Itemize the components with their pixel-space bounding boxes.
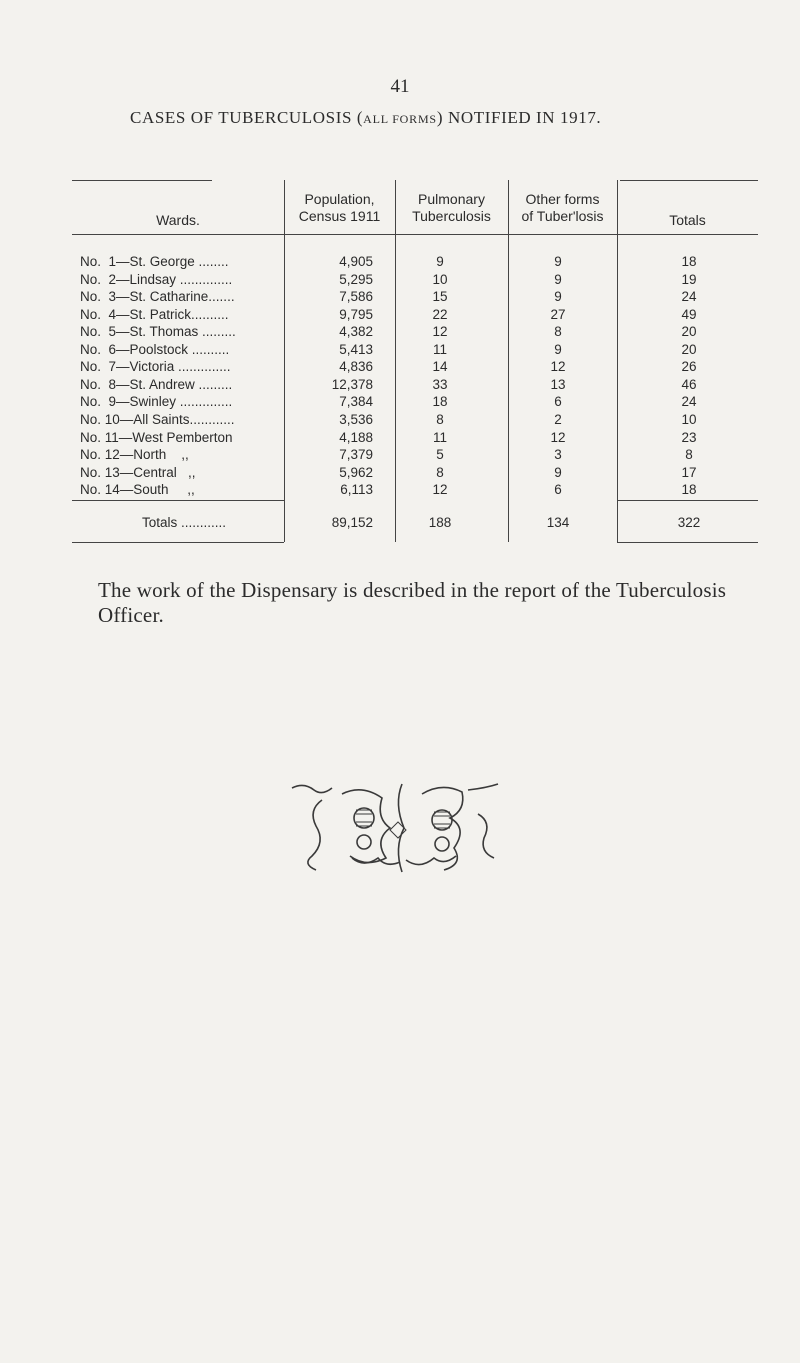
population-cell: 9,795 bbox=[339, 306, 373, 322]
header-other-line1: Other forms bbox=[525, 191, 600, 207]
header-wards: Wards. bbox=[156, 212, 200, 228]
table-bottom-rule-right bbox=[617, 542, 758, 543]
pulmonary-cell: 15 bbox=[432, 289, 448, 305]
pulmonary-cell: 5 bbox=[436, 447, 444, 463]
table-row bbox=[72, 447, 758, 464]
ward-cell: No. 8—St. Andrew ......... bbox=[80, 376, 233, 392]
other-forms-cell: 6 bbox=[554, 394, 562, 410]
total-cell: 10 bbox=[681, 411, 697, 427]
tuberculosis-table bbox=[72, 180, 758, 550]
header-population-line1: Population, bbox=[304, 191, 375, 207]
table-row bbox=[72, 412, 758, 429]
total-cell: 49 bbox=[681, 306, 697, 322]
pulmonary-cell: 14 bbox=[432, 359, 448, 375]
population-cell: 7,379 bbox=[339, 447, 373, 463]
totals-row bbox=[72, 515, 758, 532]
pulmonary-cell: 11 bbox=[432, 429, 447, 445]
ward-cell: No. 6—Poolstock .......... bbox=[80, 341, 230, 357]
ward-cell: No. 7—Victoria .............. bbox=[80, 359, 231, 375]
other-forms-cell: 9 bbox=[554, 271, 562, 287]
page-number: 41 bbox=[390, 76, 410, 97]
table-row bbox=[72, 324, 758, 341]
other-forms-cell: 9 bbox=[554, 341, 562, 357]
population-cell: 6,113 bbox=[340, 482, 373, 498]
other-forms-cell: 12 bbox=[550, 359, 566, 375]
population-cell: 4,188 bbox=[339, 429, 373, 445]
header-totals: Totals bbox=[669, 212, 706, 228]
table-row bbox=[72, 482, 758, 499]
heading-part1: CASES OF TUBERCULOSIS ( bbox=[130, 108, 364, 127]
ward-cell: No. 1—St. George ........ bbox=[80, 254, 229, 269]
totals-top-rule bbox=[72, 500, 284, 501]
header-population bbox=[284, 191, 395, 225]
totals-total: 322 bbox=[677, 515, 701, 530]
other-forms-cell: 8 bbox=[554, 324, 562, 340]
population-cell: 4,382 bbox=[339, 324, 373, 340]
totals-label: Totals ............ bbox=[142, 515, 227, 530]
pulmonary-cell: 8 bbox=[436, 464, 444, 480]
totals-population: 89,152 bbox=[331, 515, 373, 530]
totals-other: 134 bbox=[546, 515, 570, 530]
total-cell: 17 bbox=[681, 464, 697, 480]
ward-cell: No. 9—Swinley .............. bbox=[80, 394, 233, 410]
other-forms-cell: 6 bbox=[554, 482, 562, 498]
table-row bbox=[72, 359, 758, 376]
table-row bbox=[72, 289, 758, 306]
table-row bbox=[72, 430, 758, 447]
total-cell: 23 bbox=[681, 429, 697, 445]
header-top-rule bbox=[72, 180, 212, 181]
total-cell: 18 bbox=[681, 254, 697, 269]
header-other-line2: of Tuber'losis bbox=[521, 208, 604, 224]
table-bottom-rule bbox=[72, 542, 284, 543]
ward-cell: No. 2—Lindsay .............. bbox=[80, 271, 233, 287]
heading-smallcaps: ALL FORMS bbox=[363, 112, 437, 126]
table-row bbox=[72, 272, 758, 289]
population-cell: 4,836 bbox=[339, 359, 373, 375]
population-cell: 5,962 bbox=[339, 464, 373, 480]
page-heading bbox=[130, 108, 601, 128]
total-cell: 8 bbox=[685, 447, 693, 463]
pulmonary-cell: 9 bbox=[436, 254, 444, 269]
table-row bbox=[72, 377, 758, 394]
ward-cell: No. 13—Central ,, bbox=[80, 464, 196, 480]
total-cell: 18 bbox=[681, 482, 697, 498]
table-row bbox=[72, 342, 758, 359]
ward-cell: No. 11—West Pemberton bbox=[80, 429, 233, 445]
pulmonary-cell: 12 bbox=[432, 324, 448, 340]
heading-part2: ) NOTIFIED IN 1917. bbox=[436, 108, 602, 127]
population-cell: 4,905 bbox=[339, 254, 373, 269]
pulmonary-cell: 22 bbox=[432, 306, 448, 322]
other-forms-cell: 3 bbox=[554, 447, 562, 463]
total-cell: 20 bbox=[681, 341, 697, 357]
ward-cell: No. 10—All Saints............ bbox=[80, 411, 235, 427]
header-other-forms bbox=[508, 191, 617, 225]
table-row bbox=[72, 307, 758, 324]
header-bottom-rule bbox=[72, 234, 758, 235]
other-forms-cell: 27 bbox=[550, 306, 566, 322]
other-forms-cell: 9 bbox=[554, 464, 562, 480]
total-cell: 19 bbox=[681, 271, 697, 287]
header-population-line2: Census 1911 bbox=[298, 208, 381, 224]
other-forms-cell: 12 bbox=[550, 429, 566, 445]
table-row bbox=[72, 254, 758, 271]
total-cell: 26 bbox=[681, 359, 697, 375]
pulmonary-cell: 10 bbox=[432, 271, 448, 287]
pulmonary-cell: 8 bbox=[436, 411, 444, 427]
pulmonary-cell: 11 bbox=[432, 341, 447, 357]
other-forms-cell: 13 bbox=[550, 376, 566, 392]
total-cell: 46 bbox=[681, 376, 697, 392]
ward-cell: No. 12—North ,, bbox=[80, 447, 189, 463]
ward-cell: No. 14—South ,, bbox=[80, 482, 195, 498]
body-paragraph: The work of the Dispensary is described in the report of the Tuberculosis Officer. bbox=[98, 578, 727, 627]
total-cell: 20 bbox=[681, 324, 697, 340]
population-cell: 3,536 bbox=[339, 411, 373, 427]
decorative-ornament bbox=[282, 780, 522, 878]
other-forms-cell: 9 bbox=[554, 254, 562, 269]
other-forms-cell: 2 bbox=[554, 411, 562, 427]
table-row bbox=[72, 394, 758, 411]
population-cell: 12,378 bbox=[331, 376, 373, 392]
total-cell: 24 bbox=[681, 289, 697, 305]
header-pulmonary-line1: Pulmonary bbox=[418, 191, 485, 207]
header-pulmonary bbox=[395, 191, 508, 225]
population-cell: 5,413 bbox=[339, 341, 373, 357]
population-cell: 7,384 bbox=[339, 394, 373, 410]
ward-cell: No. 4—St. Patrick.......... bbox=[80, 306, 229, 322]
header-top-rule-right bbox=[620, 180, 758, 181]
population-cell: 7,586 bbox=[339, 289, 373, 305]
pulmonary-cell: 18 bbox=[432, 394, 448, 410]
ward-cell: No. 3—St. Catharine....... bbox=[80, 289, 235, 305]
totals-pulmonary: 188 bbox=[428, 515, 452, 530]
pulmonary-cell: 33 bbox=[432, 376, 448, 392]
table-row bbox=[72, 465, 758, 482]
total-cell: 24 bbox=[681, 394, 697, 410]
totals-top-rule-right bbox=[617, 500, 758, 501]
ward-cell: No. 5—St. Thomas ......... bbox=[80, 324, 236, 340]
population-cell: 5,295 bbox=[339, 271, 373, 287]
header-pulmonary-line2: Tuberculosis bbox=[412, 208, 491, 224]
other-forms-cell: 9 bbox=[554, 289, 562, 305]
pulmonary-cell: 12 bbox=[432, 482, 448, 498]
